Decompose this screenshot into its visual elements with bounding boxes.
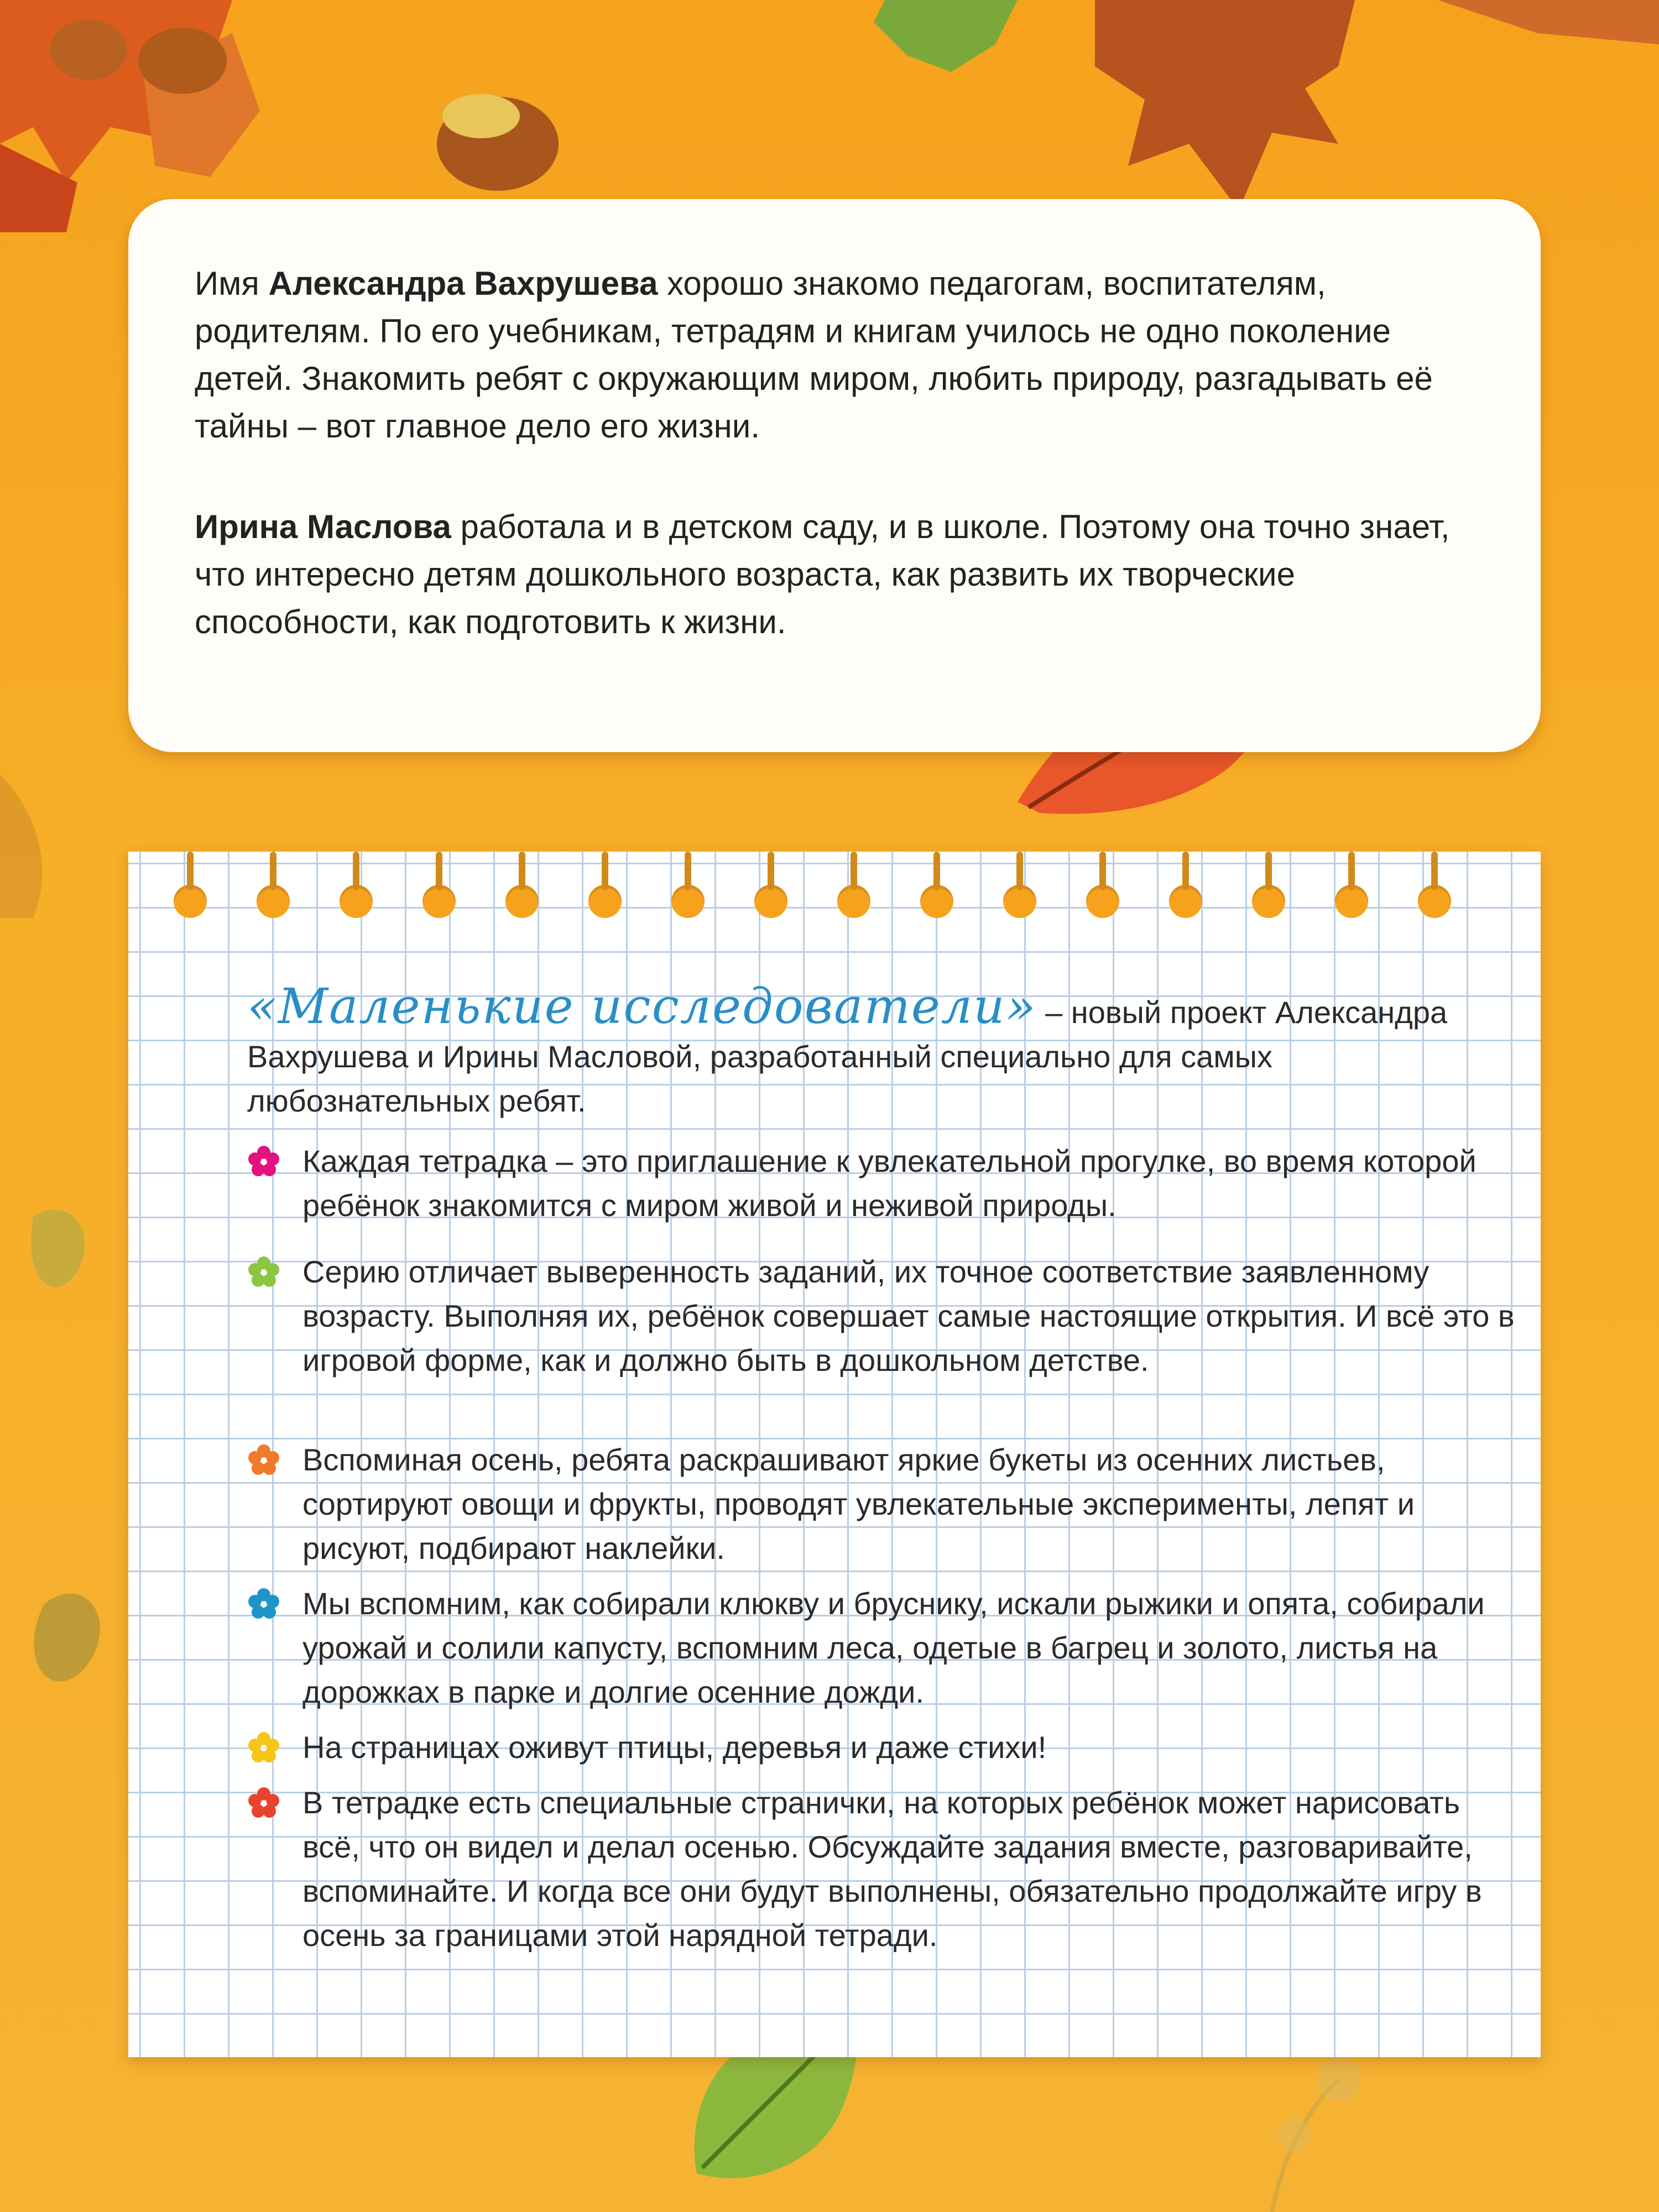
bullet-text: На страницах оживут птицы, деревья и даже стихи! xyxy=(302,1730,1047,1765)
spiral-ring xyxy=(174,885,207,918)
spiral-ring xyxy=(588,885,622,918)
bullet-item xyxy=(247,1139,1519,1228)
intro-prefix: Имя xyxy=(195,265,269,302)
project-intro xyxy=(247,978,1519,1123)
bullet-item xyxy=(247,1438,1519,1571)
bullet-item xyxy=(247,1725,1519,1770)
flower-bullet-icon xyxy=(247,1587,280,1620)
dry-plant-bottom-right-decoration xyxy=(1217,2046,1548,2212)
bullet-text: В тетрадке есть специальные странички, на которых ребёнок может нарисовать всё, что он видел и делал осенью. Обсуждайте задания вместе, разговаривайте, вспоминайте. И когда все они будут выполнены, обязательно продолжайте игру в осень за границами этой нарядной тетради. xyxy=(302,1785,1482,1953)
series-title: «Маленькие исследователи» xyxy=(247,978,1037,1035)
bullet-text: Вспоминая осень, ребята раскрашивают яркие букеты из осенних листьев, сортируют овощи и фрукты, проводят увлекательные эксперименты, лепят и рисуют, подбирают наклейки. xyxy=(302,1442,1415,1566)
spiral-ring xyxy=(1252,885,1285,918)
bullet-item xyxy=(247,1250,1519,1383)
spiral-ring xyxy=(1418,885,1451,918)
intro-vakhrushev-text: хорошо знакомо педагогам, воспитателям, родителям. По его учебникам, тетрадям и книгам училось не одно поколение детей. Знакомить ребят с окружающим миром, любить природу, разгадывать её тайны – вот главное дело его жизни. xyxy=(195,265,1433,445)
spiral-ring xyxy=(754,885,787,918)
spiral-ring xyxy=(1169,885,1202,918)
bullet-text: Серию отличает выверенность заданий, их точное соответствие заявленному возрасту. Выполняя их, ребёнок совершает самые настоящие открытия. И всё это в игровой форме, как и должно быть в дошкольном детстве. xyxy=(302,1254,1515,1378)
bullet-text: Каждая тетрадка – это приглашение к увлекательной прогулке, во время которой ребёнок знакомится с миром живой и неживой природы. xyxy=(302,1144,1477,1223)
bullet-item xyxy=(247,1781,1519,1958)
notebook-spiral-rings xyxy=(128,852,1541,929)
intro-paragraph-maslova xyxy=(195,503,1483,646)
spiral-ring xyxy=(920,885,953,918)
flower-bullet-icon xyxy=(247,1786,280,1819)
green-leaves-left-decoration xyxy=(0,774,133,2046)
intro-paragraph-vakhrushev xyxy=(195,260,1483,450)
spiral-ring xyxy=(1086,885,1119,918)
author-name-vakhrushev: Александра Вахрушева xyxy=(268,265,658,302)
flower-bullet-icon xyxy=(247,1731,280,1764)
spiral-ring xyxy=(837,885,870,918)
spiral-ring xyxy=(257,885,290,918)
project-notebook-card xyxy=(128,852,1541,2057)
flower-bullet-icon xyxy=(247,1145,280,1178)
autumn-leaves-top-decoration xyxy=(0,0,1659,232)
spiral-ring xyxy=(1335,885,1368,918)
flower-bullet-icon xyxy=(247,1443,280,1477)
intro-maslova-text: работала и в детском саду, и в школе. Поэтому она точно знает, что интересно детям дошкольного возраста, как развить их творческие способности, как подготовить к жизни. xyxy=(195,508,1450,640)
bullet-item xyxy=(247,1582,1519,1714)
spiral-ring xyxy=(505,885,539,918)
authors-intro-box xyxy=(128,199,1541,752)
bullet-text: Мы вспомним, как собирали клюкву и бруснику, искали рыжики и опята, собирали урожай и солили капусту, вспомним леса, одетые в багрец и золото, листья на дорожках в парке и долгие осенние дожди. xyxy=(302,1586,1485,1709)
project-description: – новый проект Александра Вахрушева и Ирины Масловой, разработанный специально для самых любознательных ребят. xyxy=(247,995,1448,1118)
spiral-ring xyxy=(422,885,456,918)
spiral-ring xyxy=(1003,885,1036,918)
spiral-ring xyxy=(340,885,373,918)
author-name-maslova: Ирина Маслова xyxy=(195,508,451,545)
flower-bullet-icon xyxy=(247,1255,280,1288)
spiral-ring xyxy=(671,885,705,918)
